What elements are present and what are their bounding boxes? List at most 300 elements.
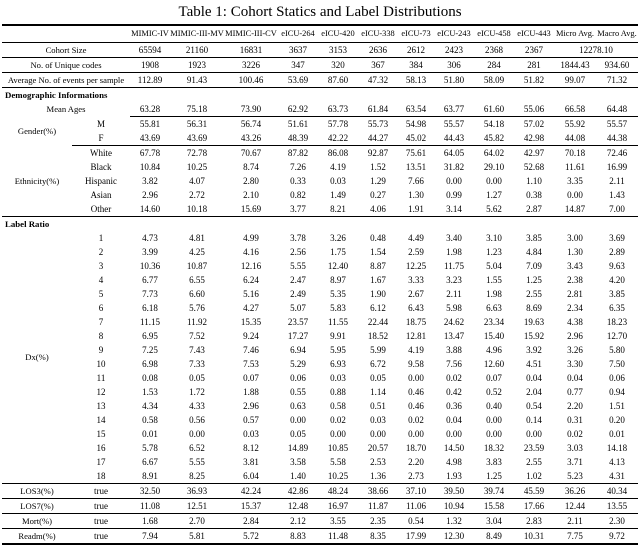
value-cell: 112.89 [130, 73, 170, 88]
value-cell: 0.03 [330, 176, 346, 186]
value-cell: 45.59 [514, 484, 554, 499]
value-cell: 11.75 [444, 261, 464, 271]
value-cell: 284 [474, 58, 514, 73]
value-cell: 9.91 [330, 331, 346, 341]
value-cell: 7.50 [609, 359, 625, 369]
header-spacer [2, 25, 130, 43]
value-cell: 8.91 [130, 469, 170, 484]
sub-label: 16 [96, 443, 106, 453]
value-cell: 0.06 [609, 373, 625, 383]
column-header: eICU-338 [358, 25, 398, 43]
value-cell: 6.94 [290, 345, 306, 355]
value-cell: 0.54 [526, 401, 542, 411]
value-cell: 7.66 [408, 176, 424, 186]
value-cell: 10.25 [318, 469, 358, 484]
value-cell: 281 [514, 58, 554, 73]
value-cell: 55.81 [139, 119, 161, 129]
value-cell: 0.01 [609, 429, 625, 439]
value-cell: 11.87 [358, 499, 398, 514]
value-cell: 3.43 [567, 261, 583, 271]
value-cell: 0.06 [290, 373, 306, 383]
value-cell: 51.61 [287, 119, 309, 129]
value-cell: 0.38 [526, 190, 542, 200]
value-cell: 15.35 [240, 317, 262, 327]
sub-label: 1 [98, 233, 104, 243]
value-cell: 91.43 [170, 73, 224, 88]
value-cell: 23.34 [483, 317, 505, 327]
sub-label: 17 [96, 457, 106, 467]
column-header: eICU-420 [318, 25, 358, 43]
value-cell: 8.83 [278, 529, 318, 545]
sub-label: 9 [98, 345, 104, 355]
value-cell: 3.81 [243, 457, 259, 467]
value-cell: 2.49 [290, 289, 306, 299]
value-cell: 87.82 [287, 148, 309, 158]
value-cell: 5.98 [446, 303, 462, 313]
value-cell: 4.96 [486, 345, 502, 355]
value-cell: 2367 [514, 43, 554, 58]
column-header: eICU-264 [278, 25, 318, 43]
value-cell: 5.55 [290, 261, 306, 271]
sub-label: 10 [96, 359, 106, 369]
value-cell: 0.20 [609, 415, 625, 425]
value-cell: 8.12 [243, 443, 259, 453]
value-cell: 53.69 [278, 73, 318, 88]
value-cell: 1.91 [398, 202, 434, 217]
value-cell: 8.97 [330, 275, 346, 285]
value-cell: 3.88 [446, 345, 462, 355]
value-cell: 0.05 [370, 373, 386, 383]
value-cell: 1.27 [486, 190, 502, 200]
value-cell: 12.16 [240, 261, 262, 271]
value-cell: 42.86 [278, 484, 318, 499]
sub-label: 5 [98, 289, 104, 299]
value-cell: 0.77 [567, 387, 583, 397]
value-cell: 15.92 [523, 331, 545, 341]
value-cell: 0.56 [189, 415, 205, 425]
value-cell: 24.62 [443, 317, 465, 327]
value-cell: 2636 [358, 43, 398, 58]
value-cell: 73.90 [224, 102, 278, 117]
value-cell: 6.35 [609, 303, 625, 313]
row-label: No. of Unique codes [2, 58, 130, 73]
value-cell: 1.32 [434, 514, 474, 529]
value-cell: 1.98 [446, 247, 462, 257]
value-cell: 3.26 [330, 233, 346, 243]
value-cell: 0.04 [567, 373, 583, 383]
value-cell: 6.24 [243, 275, 259, 285]
value-cell: 10.87 [186, 261, 208, 271]
value-cell: 6.04 [224, 469, 278, 484]
group-label: Ethnicity(%) [2, 146, 72, 217]
value-cell: 1.40 [278, 469, 318, 484]
value-cell: 2.80 [243, 176, 259, 186]
sub-label: 4 [98, 275, 104, 285]
value-cell: 18.32 [483, 443, 505, 453]
value-cell: 2.72 [189, 190, 205, 200]
value-cell: 2.96 [567, 331, 583, 341]
value-cell: 8.69 [526, 303, 542, 313]
value-cell: 8.49 [474, 529, 514, 545]
value-cell: 0.00 [189, 429, 205, 439]
value-cell: 0.03 [370, 415, 386, 425]
value-cell: 0.03 [243, 429, 259, 439]
value-cell: 0.36 [446, 401, 462, 411]
value-cell: 67.78 [139, 148, 161, 158]
value-cell: 0.03 [330, 373, 346, 383]
value-cell: 72.46 [606, 148, 628, 158]
value-cell: 5.07 [290, 303, 306, 313]
value-cell: 63.77 [434, 102, 474, 117]
value-cell: 5.76 [189, 303, 205, 313]
value-cell: 58.13 [398, 73, 434, 88]
value-cell: 0.57 [243, 415, 259, 425]
column-header: eICU-458 [474, 25, 514, 43]
value-cell: 64.05 [443, 148, 465, 158]
value-cell: 42.22 [318, 131, 358, 146]
value-cell: 44.08 [554, 131, 596, 146]
value-cell: 12278.10 [554, 43, 638, 58]
value-cell: 2.11 [554, 514, 596, 529]
value-cell: 0.04 [526, 373, 542, 383]
column-header: MIMIC-III-MV [170, 25, 224, 43]
value-cell: 0.51 [370, 401, 386, 411]
value-cell: 22.44 [367, 317, 389, 327]
value-cell: 9.63 [609, 261, 625, 271]
value-cell: 44.27 [358, 131, 398, 146]
value-cell: 0.46 [408, 387, 424, 397]
value-cell: 0.00 [486, 429, 502, 439]
sub-label: true [72, 484, 130, 499]
value-cell: 6.98 [142, 359, 158, 369]
value-cell: 1.51 [609, 401, 625, 411]
value-cell: 3.03 [567, 443, 583, 453]
value-cell: 384 [398, 58, 434, 73]
value-cell: 6.43 [408, 303, 424, 313]
value-cell: 0.55 [290, 387, 306, 397]
value-cell: 2.11 [446, 289, 462, 299]
value-cell: 56.74 [240, 119, 262, 129]
value-cell: 11.55 [328, 317, 348, 327]
value-cell: 367 [358, 58, 398, 73]
value-cell: 43.69 [170, 131, 224, 146]
value-cell: 1.36 [358, 469, 398, 484]
value-cell: 2.87 [514, 202, 554, 217]
value-cell: 20.57 [367, 443, 389, 453]
value-cell: 2.20 [567, 401, 583, 411]
value-cell: 2.12 [278, 514, 318, 529]
sub-label: Other [72, 202, 130, 217]
value-cell: 87.60 [318, 73, 358, 88]
value-cell: 70.18 [564, 148, 586, 158]
value-cell: 0.07 [243, 373, 259, 383]
value-cell: 1844.43 [554, 58, 596, 73]
value-cell: 0.42 [446, 387, 462, 397]
value-cell: 7.09 [526, 261, 542, 271]
sub-label: 7 [98, 317, 104, 327]
value-cell: 4.84 [526, 247, 542, 257]
value-cell: 8.21 [318, 202, 358, 217]
row-label: Mort(%) [2, 514, 72, 529]
value-cell: 1.55 [486, 275, 502, 285]
value-cell: 4.49 [408, 233, 424, 243]
value-cell: 12.51 [170, 499, 224, 514]
value-cell: 7.25 [142, 345, 158, 355]
value-cell: 1.30 [567, 247, 583, 257]
sub-label: 3 [98, 261, 104, 271]
value-cell: 2.11 [609, 176, 625, 186]
value-cell: 0.00 [408, 373, 424, 383]
row-label: LOS7(%) [2, 499, 72, 514]
value-cell: 0.48 [370, 233, 386, 243]
value-cell: 54.18 [483, 119, 505, 129]
value-cell: 3153 [318, 43, 358, 58]
value-cell: 4.20 [609, 275, 625, 285]
value-cell: 18.52 [367, 331, 389, 341]
value-cell: 64.02 [483, 148, 505, 158]
value-cell: 3.85 [609, 289, 625, 299]
value-cell: 17.27 [287, 331, 309, 341]
value-cell: 32.50 [130, 484, 170, 499]
value-cell: 0.02 [408, 415, 424, 425]
value-cell: 13.51 [405, 162, 427, 172]
value-cell: 2.96 [142, 190, 158, 200]
value-cell: 5.16 [243, 289, 259, 299]
value-cell: 3.04 [474, 514, 514, 529]
value-cell: 0.04 [446, 415, 462, 425]
value-cell: 9.72 [596, 529, 638, 545]
column-header: Micro Avg. [554, 25, 596, 43]
value-cell: 3.00 [567, 233, 583, 243]
value-cell: 3.35 [567, 176, 583, 186]
sub-label: 15 [96, 429, 106, 439]
value-cell: 5.35 [330, 289, 346, 299]
value-cell: 9.58 [408, 359, 424, 369]
value-cell: 55.06 [514, 102, 554, 117]
value-cell: 4.98 [446, 457, 462, 467]
value-cell: 36.26 [554, 484, 596, 499]
value-cell: 3.77 [278, 202, 318, 217]
value-cell: 0.00 [486, 415, 502, 425]
value-cell: 1.49 [330, 190, 346, 200]
value-cell: 3.83 [486, 457, 502, 467]
value-cell: 51.80 [434, 73, 474, 88]
value-cell: 306 [434, 58, 474, 73]
value-cell: 2.70 [170, 514, 224, 529]
value-cell: 0.88 [330, 387, 346, 397]
value-cell: 42.98 [514, 131, 554, 146]
value-cell: 14.50 [443, 443, 465, 453]
value-cell: 4.13 [609, 457, 625, 467]
value-cell: 7.56 [446, 359, 462, 369]
value-cell: 0.00 [290, 415, 306, 425]
value-cell: 0.40 [486, 401, 502, 411]
value-cell: 57.78 [327, 119, 349, 129]
value-cell: 44.38 [596, 131, 638, 146]
value-cell: 0.00 [408, 429, 424, 439]
value-cell: 3.26 [567, 345, 583, 355]
value-cell: 0.02 [446, 373, 462, 383]
value-cell: 320 [318, 58, 358, 73]
value-cell: 5.78 [142, 443, 158, 453]
value-cell: 39.74 [474, 484, 514, 499]
value-cell: 12.30 [434, 529, 474, 545]
row-label: LOS3(%) [2, 484, 72, 499]
value-cell: 2.47 [290, 275, 306, 285]
value-cell: 5.99 [370, 345, 386, 355]
value-cell: 1.25 [526, 275, 542, 285]
value-cell: 4.19 [408, 345, 424, 355]
value-cell: 10.84 [139, 162, 161, 172]
value-cell: 1.98 [486, 289, 502, 299]
sub-label: 12 [96, 387, 106, 397]
value-cell: 0.01 [142, 429, 158, 439]
value-cell: 2368 [474, 43, 514, 58]
value-cell: 7.43 [189, 345, 205, 355]
value-cell: 2.55 [526, 289, 542, 299]
value-cell: 5.81 [170, 529, 224, 545]
group-label: Dx(%) [2, 231, 72, 484]
value-cell: 3.58 [290, 457, 306, 467]
value-cell: 2.38 [567, 275, 583, 285]
value-cell: 52.68 [523, 162, 545, 172]
value-cell: 1908 [130, 58, 170, 73]
value-cell: 17.99 [398, 529, 434, 545]
value-cell: 55.57 [443, 119, 465, 129]
value-cell: 3.10 [486, 233, 502, 243]
value-cell: 5.04 [486, 261, 502, 271]
value-cell: 42.24 [224, 484, 278, 499]
value-cell: 10.36 [139, 261, 161, 271]
value-cell: 63.28 [130, 102, 170, 117]
value-cell: 4.19 [330, 162, 346, 172]
value-cell: 0.00 [486, 176, 502, 186]
sub-label: 6 [98, 303, 104, 313]
value-cell: 1.72 [189, 387, 205, 397]
value-cell: 1.53 [142, 387, 158, 397]
value-cell: 15.58 [474, 499, 514, 514]
sub-label: Hispanic [85, 176, 117, 186]
value-cell: 18.75 [405, 317, 427, 327]
value-cell: 0.33 [290, 176, 306, 186]
value-cell: 12.44 [554, 499, 596, 514]
value-cell: 1.10 [526, 176, 542, 186]
value-cell: 43.69 [130, 131, 170, 146]
section-header: Label Ratio [5, 219, 50, 229]
value-cell: 13.47 [443, 331, 465, 341]
value-cell: 3.99 [142, 247, 158, 257]
value-cell: 0.63 [290, 401, 306, 411]
value-cell: 16831 [224, 43, 278, 58]
value-cell: 55.57 [606, 119, 628, 129]
value-cell: 8.87 [370, 261, 386, 271]
value-cell: 5.23 [554, 469, 596, 484]
value-cell: 11.61 [565, 162, 585, 172]
row-label: Readm(%) [2, 529, 72, 545]
value-cell: 7.26 [290, 162, 306, 172]
value-cell: 4.25 [189, 247, 205, 257]
column-header: eICU-73 [398, 25, 434, 43]
value-cell: 4.38 [567, 317, 583, 327]
value-cell: 75.18 [170, 102, 224, 117]
value-cell: 37.10 [398, 484, 434, 499]
value-cell: 11.15 [140, 317, 160, 327]
value-cell: 0.58 [142, 415, 158, 425]
value-cell: 0.58 [330, 401, 346, 411]
value-cell: 6.55 [189, 275, 205, 285]
value-cell: 8.35 [358, 529, 398, 545]
value-cell: 2.53 [370, 457, 386, 467]
value-cell: 0.00 [567, 190, 583, 200]
value-cell: 11.08 [130, 499, 170, 514]
value-cell: 7.33 [189, 359, 205, 369]
value-cell: 16.97 [318, 499, 358, 514]
value-cell: 3.14 [434, 202, 474, 217]
value-cell: 3.82 [142, 176, 158, 186]
sub-label: 11 [96, 373, 106, 383]
value-cell: 12.81 [405, 331, 427, 341]
value-cell: 29.10 [483, 162, 505, 172]
value-cell: 4.99 [243, 233, 259, 243]
value-cell: 5.83 [330, 303, 346, 313]
value-cell: 2.55 [526, 457, 542, 467]
value-cell: 10.18 [170, 202, 224, 217]
value-cell: 10.85 [327, 443, 349, 453]
sub-label: 18 [72, 469, 130, 484]
value-cell: 21160 [170, 43, 224, 58]
value-cell: 75.61 [405, 148, 427, 158]
value-cell: 347 [278, 58, 318, 73]
value-cell: 2.10 [243, 190, 259, 200]
value-cell: 86.08 [327, 148, 349, 158]
value-cell: 3.23 [446, 275, 462, 285]
sub-label: 14 [96, 415, 106, 425]
value-cell: 65594 [130, 43, 170, 58]
value-cell: 2.56 [290, 247, 306, 257]
value-cell: 7.75 [554, 529, 596, 545]
value-cell: 15.37 [224, 499, 278, 514]
value-cell: 2423 [434, 43, 474, 58]
value-cell: 57.02 [523, 119, 545, 129]
value-cell: 0.05 [189, 373, 205, 383]
column-header: MIMIC-III-CV [224, 25, 278, 43]
value-cell: 0.46 [408, 401, 424, 411]
value-cell: 36.93 [170, 484, 224, 499]
value-cell: 71.32 [596, 73, 638, 88]
sub-label: Asian [90, 190, 112, 200]
value-cell: 5.58 [330, 457, 346, 467]
value-cell: 2.67 [408, 289, 424, 299]
value-cell: 12.25 [405, 261, 427, 271]
value-cell: 2.73 [398, 469, 434, 484]
value-cell: 23.59 [523, 443, 545, 453]
value-cell: 1.68 [130, 514, 170, 529]
value-cell: 3.71 [567, 457, 583, 467]
column-header: MIMIC-IV [130, 25, 170, 43]
value-cell: 6.93 [330, 359, 346, 369]
value-cell: 18.23 [606, 317, 628, 327]
value-cell: 3.78 [290, 233, 306, 243]
sub-label: true [72, 514, 130, 529]
value-cell: 55.92 [564, 119, 586, 129]
value-cell: 1.14 [370, 387, 386, 397]
value-cell: 14.18 [606, 443, 628, 453]
value-cell: 0.00 [446, 429, 462, 439]
value-cell: 1.29 [370, 176, 386, 186]
value-cell: 45.02 [398, 131, 434, 146]
value-cell: 3.85 [526, 233, 542, 243]
value-cell: 2.35 [358, 514, 398, 529]
